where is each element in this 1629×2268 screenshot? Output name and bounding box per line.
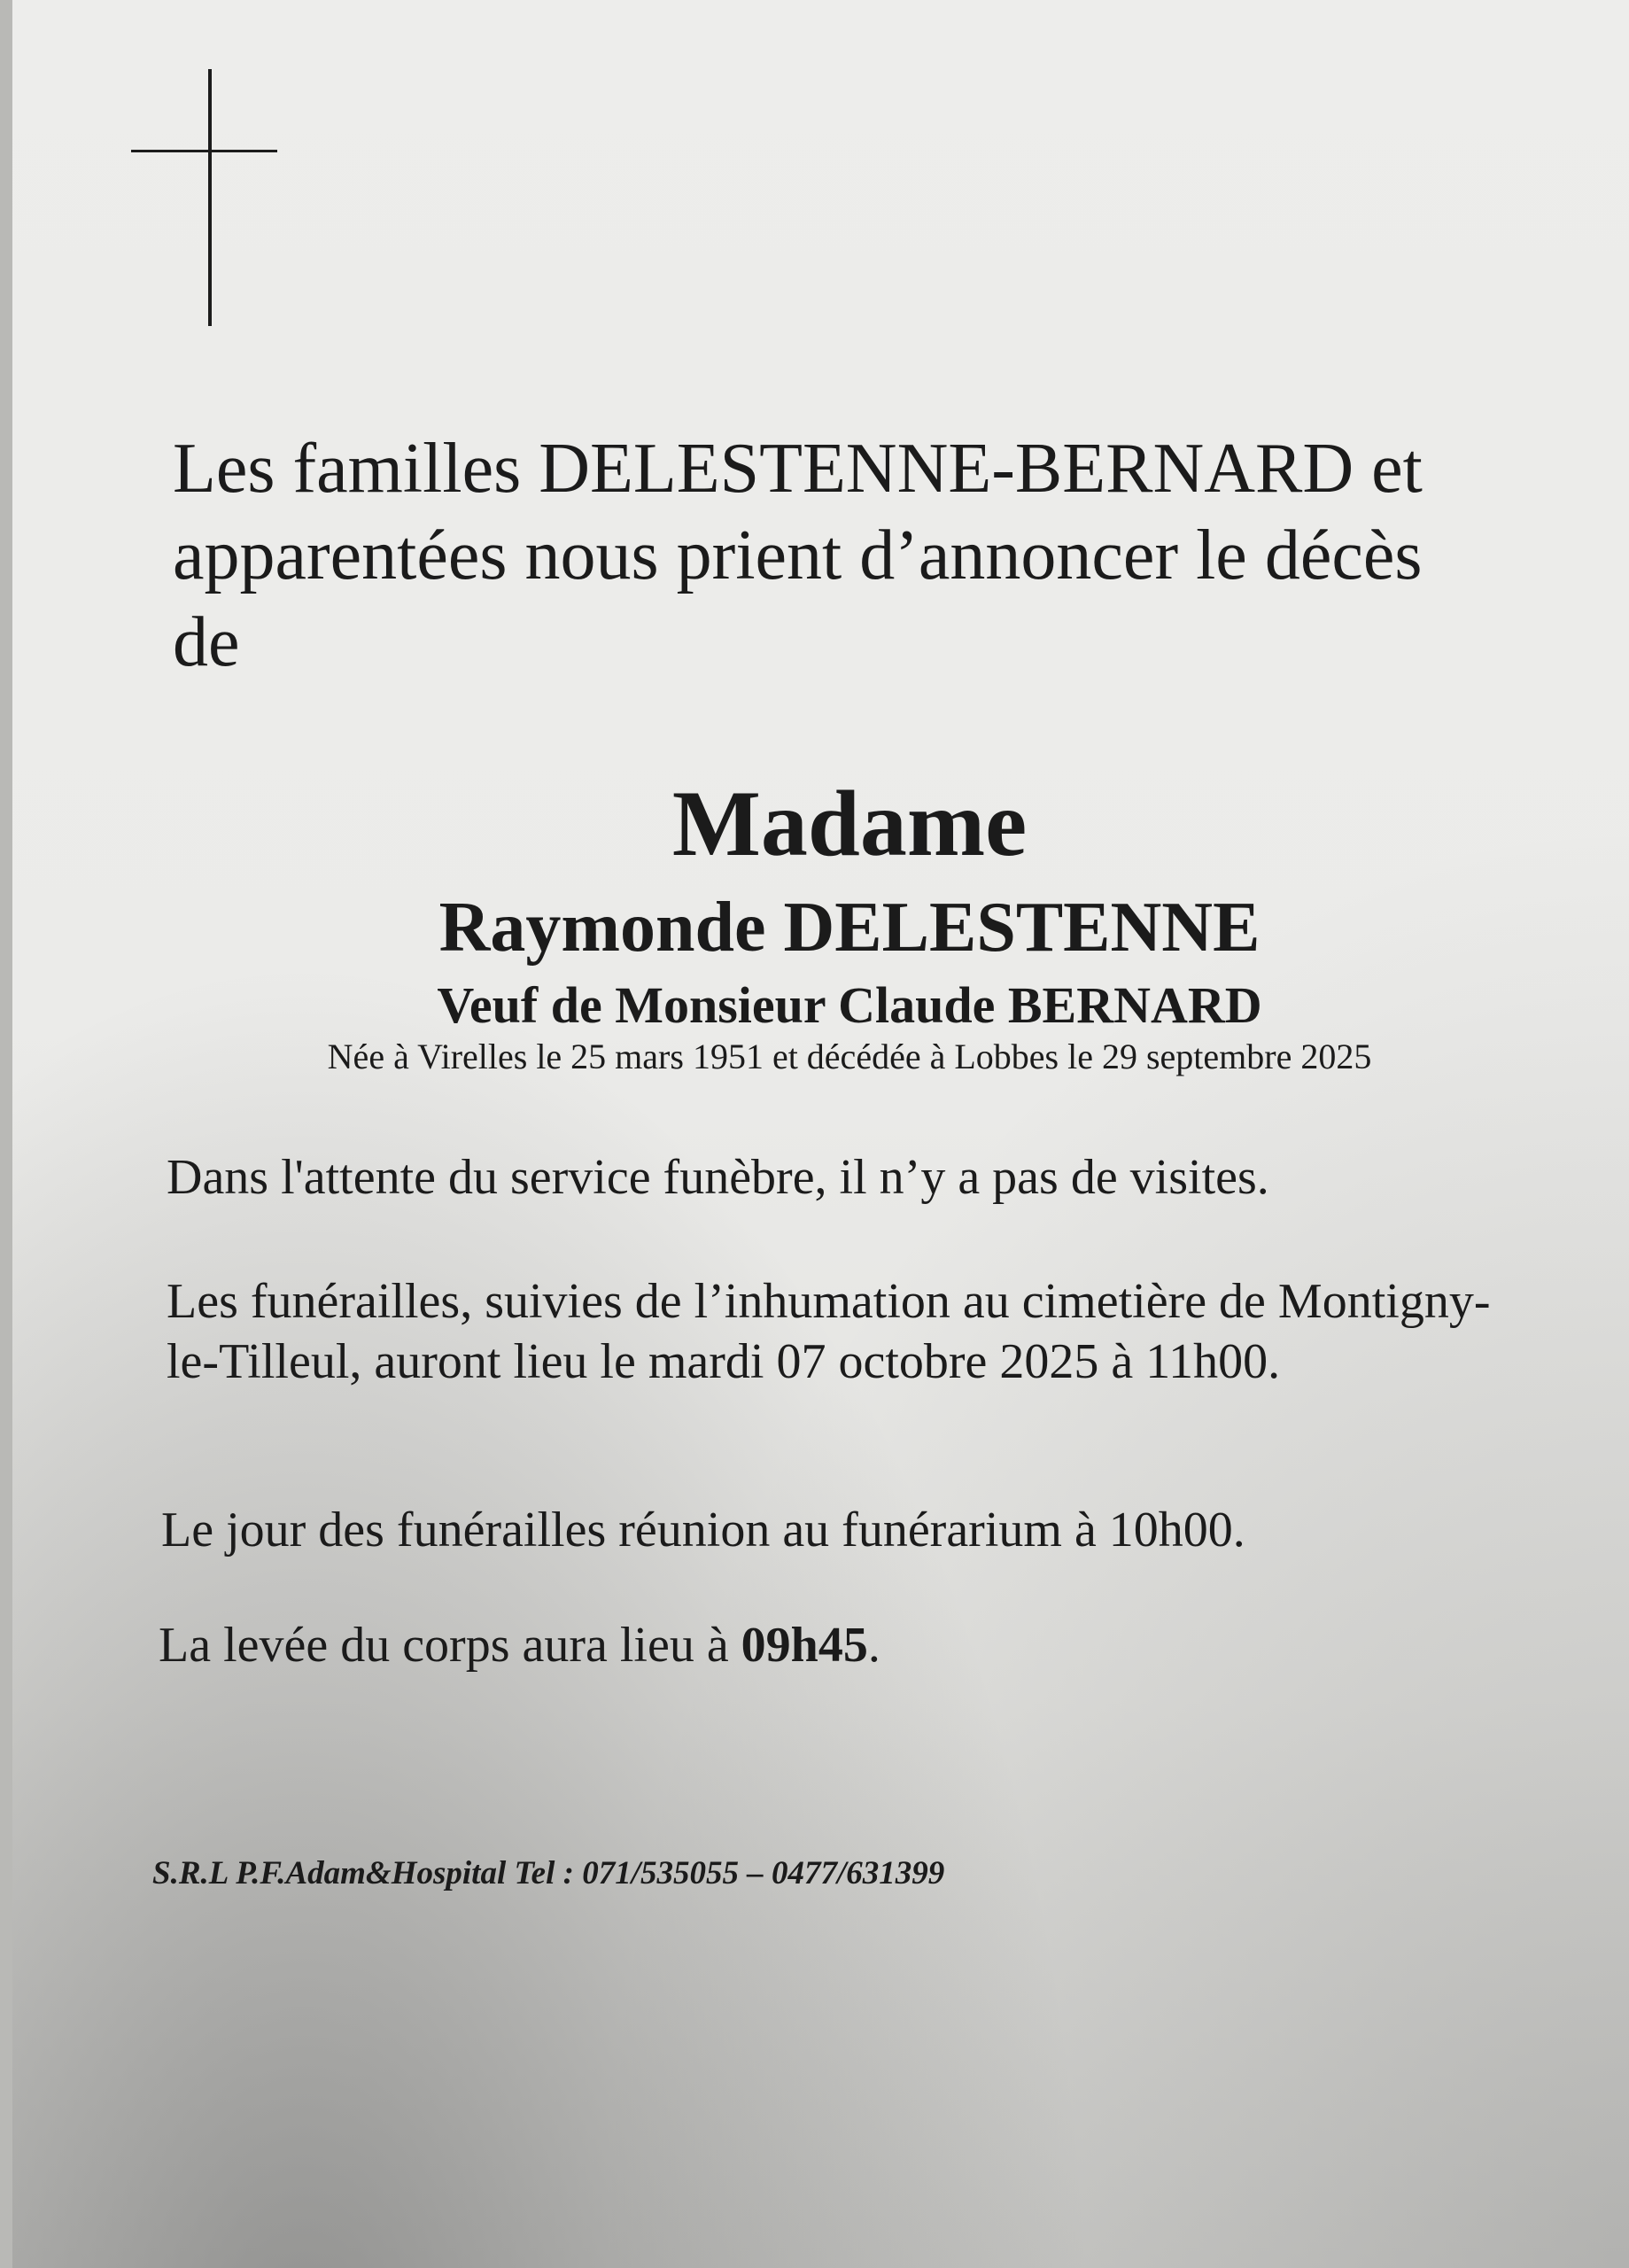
cross-horizontal-bar [131,150,277,152]
intro-line-2: apparentées nous prient d’annoncer le décès [173,517,1423,594]
levee-suffix: . [867,1618,880,1673]
levee-time: 09h45 [741,1618,868,1673]
cross-icon [131,69,282,326]
intro-line-1: Les familles DELESTENNE-BERNARD et [173,430,1423,508]
funeral-paragraph [167,1271,1548,1392]
intro-line-3: de [173,603,240,681]
deceased-title: Madame [671,772,1028,875]
levee-paragraph [159,1615,1540,1675]
widow-line: Veuf de Monsieur Claude BERNARD [437,976,1262,1034]
levee-prefix: La levée du corps aura lieu à [159,1618,741,1673]
visits-paragraph: Dans l'attente du service funèbre, il n’y a pas de visites. [167,1150,1269,1205]
funeral-line-2: le-Tilleul, auront lieu le mardi 07 octobre 2025 à 11h00. [167,1334,1281,1389]
intro-paragraph [173,425,1501,686]
funeral-home-footer: S.R.L P.F.Adam&Hospital Tel : 071/535055 – 0477/631399 [152,1855,945,1891]
meeting-paragraph: Le jour des funérailles réunion au funérarium à 10h00. [161,1503,1245,1557]
announcement-page [12,0,1629,2268]
born-died-line: Née à Virelles le 25 mars 1951 et décédée à Lobbes le 29 septembre 2025 [327,1037,1372,1076]
deceased-name: Raymonde DELESTENNE [438,889,1261,967]
funeral-line-1: Les funérailles, suivies de l’inhumation au cimetière de Montigny- [167,1274,1491,1329]
cross-vertical-bar [208,69,212,326]
